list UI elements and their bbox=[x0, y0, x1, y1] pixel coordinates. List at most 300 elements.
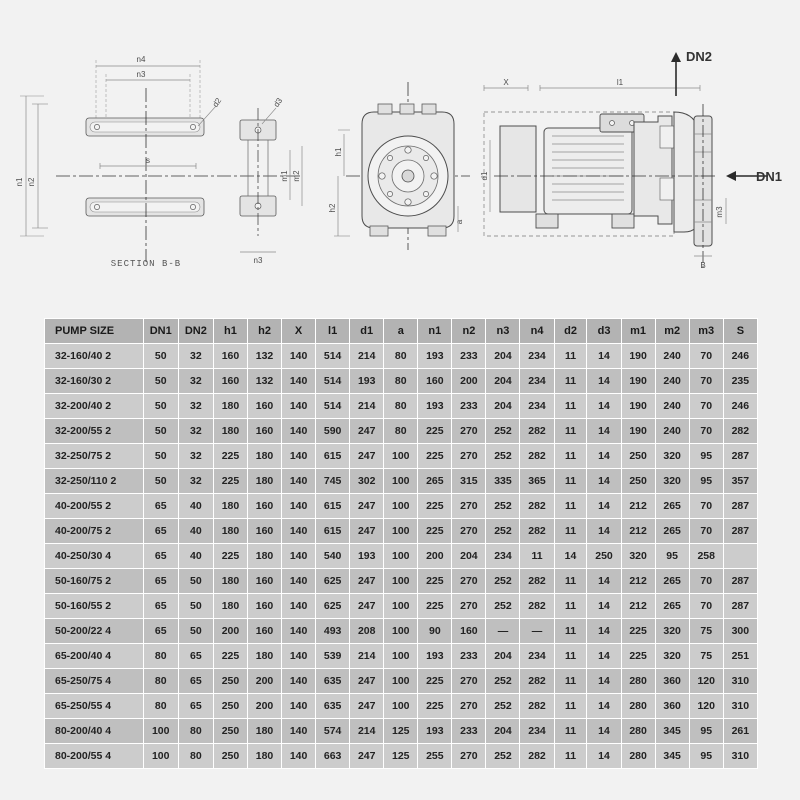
table-cell: 160 bbox=[452, 619, 486, 644]
table-cell: 233 bbox=[452, 394, 486, 419]
table-column-header: PUMP SIZE bbox=[45, 319, 144, 344]
table-cell: 14 bbox=[587, 369, 621, 394]
table-cell: 65 bbox=[178, 694, 213, 719]
table-cell: 11 bbox=[554, 594, 587, 619]
table-cell: 225 bbox=[418, 569, 452, 594]
table-row bbox=[45, 544, 758, 569]
table-cell: 75 bbox=[689, 619, 723, 644]
pump-size-cell: 32-250/110 2 bbox=[45, 469, 144, 494]
table-cell: 14 bbox=[587, 694, 621, 719]
table-cell: 50 bbox=[143, 469, 178, 494]
pump-size-cell: 32-250/75 2 bbox=[45, 444, 144, 469]
table-cell: 70 bbox=[689, 594, 723, 619]
table-cell: 287 bbox=[723, 519, 757, 544]
table-cell: 80 bbox=[178, 744, 213, 769]
table-cell: 11 bbox=[554, 619, 587, 644]
table-cell: 214 bbox=[350, 719, 384, 744]
table-cell: 50 bbox=[143, 344, 178, 369]
table-cell: 80 bbox=[384, 394, 418, 419]
table-cell: 233 bbox=[452, 719, 486, 744]
table-cell: 240 bbox=[655, 419, 689, 444]
table-cell: 282 bbox=[520, 569, 554, 594]
table-cell: 539 bbox=[316, 644, 350, 669]
table-cell: 247 bbox=[350, 444, 384, 469]
table-cell: 193 bbox=[418, 719, 452, 744]
table-cell: 258 bbox=[689, 544, 723, 569]
table-cell: 100 bbox=[384, 569, 418, 594]
table-cell: 225 bbox=[213, 469, 247, 494]
table-cell: 250 bbox=[213, 744, 247, 769]
table-cell: 140 bbox=[282, 544, 316, 569]
table-cell: 140 bbox=[282, 619, 316, 644]
table-cell: 190 bbox=[621, 344, 655, 369]
table-cell: 80 bbox=[178, 719, 213, 744]
table-cell: 233 bbox=[452, 344, 486, 369]
table-cell: 50 bbox=[178, 594, 213, 619]
table-cell: 32 bbox=[178, 469, 213, 494]
table-cell: 180 bbox=[247, 744, 281, 769]
table-cell: 287 bbox=[723, 494, 757, 519]
table-cell: 65 bbox=[143, 494, 178, 519]
table-cell: 70 bbox=[689, 494, 723, 519]
table-cell: 180 bbox=[247, 469, 281, 494]
table-column-header: l1 bbox=[316, 319, 350, 344]
table-column-header: DN1 bbox=[143, 319, 178, 344]
table-cell: 100 bbox=[384, 444, 418, 469]
table-row bbox=[45, 694, 758, 719]
table-cell: 14 bbox=[587, 569, 621, 594]
table-cell: 252 bbox=[486, 669, 520, 694]
table-cell: 100 bbox=[143, 744, 178, 769]
table-cell: 132 bbox=[247, 369, 281, 394]
table-cell: 140 bbox=[282, 369, 316, 394]
table-cell: 250 bbox=[621, 469, 655, 494]
table-cell: — bbox=[486, 619, 520, 644]
table-cell: 247 bbox=[350, 569, 384, 594]
table-cell: 255 bbox=[418, 744, 452, 769]
table-cell: 125 bbox=[384, 719, 418, 744]
table-cell: 320 bbox=[655, 619, 689, 644]
table-cell: 514 bbox=[316, 344, 350, 369]
dim-label-d1: d1 bbox=[480, 171, 489, 181]
table-cell: 234 bbox=[486, 544, 520, 569]
table-cell: 247 bbox=[350, 694, 384, 719]
dim-label-n4: n4 bbox=[136, 55, 146, 64]
table-column-header: d1 bbox=[350, 319, 384, 344]
table-cell: 252 bbox=[486, 444, 520, 469]
table-cell: 287 bbox=[723, 444, 757, 469]
table-cell: 65 bbox=[143, 569, 178, 594]
pump-size-cell: 65-200/40 4 bbox=[45, 644, 144, 669]
table-row bbox=[45, 469, 758, 494]
table-cell: 625 bbox=[316, 569, 350, 594]
table-cell: 270 bbox=[452, 669, 486, 694]
table-cell: 200 bbox=[213, 619, 247, 644]
table-cell: 65 bbox=[143, 594, 178, 619]
table-cell: 246 bbox=[723, 394, 757, 419]
table-cell: 225 bbox=[418, 494, 452, 519]
dim-label-d3: d3 bbox=[271, 96, 285, 109]
dim-label-n2: n2 bbox=[27, 177, 36, 187]
table-cell: 140 bbox=[282, 494, 316, 519]
table-cell: 234 bbox=[520, 369, 554, 394]
table-cell: 125 bbox=[384, 744, 418, 769]
table-cell: 204 bbox=[486, 369, 520, 394]
table-cell: 250 bbox=[621, 444, 655, 469]
table-cell: 261 bbox=[723, 719, 757, 744]
table-cell: 270 bbox=[452, 519, 486, 544]
table-cell: 100 bbox=[384, 669, 418, 694]
table-cell: 11 bbox=[520, 544, 554, 569]
table-cell: 234 bbox=[520, 644, 554, 669]
table-cell bbox=[723, 544, 757, 569]
table-cell: 65 bbox=[143, 544, 178, 569]
table-cell: 14 bbox=[587, 444, 621, 469]
section-caption: SECTION B-B bbox=[110, 259, 182, 269]
pump-size-cell: 80-200/40 4 bbox=[45, 719, 144, 744]
table-cell: 11 bbox=[554, 344, 587, 369]
table-cell: 615 bbox=[316, 494, 350, 519]
table-column-header: d3 bbox=[587, 319, 621, 344]
table-cell: 193 bbox=[418, 394, 452, 419]
table-cell: 280 bbox=[621, 719, 655, 744]
table-cell: 320 bbox=[621, 544, 655, 569]
pump-size-cell: 50-200/22 4 bbox=[45, 619, 144, 644]
dim-label-m3: m3 bbox=[715, 206, 724, 218]
table-cell: 160 bbox=[247, 619, 281, 644]
table-column-header: n1 bbox=[418, 319, 452, 344]
table-column-header: DN2 bbox=[178, 319, 213, 344]
pump-size-cell: 32-160/30 2 bbox=[45, 369, 144, 394]
pump-size-cell: 40-200/55 2 bbox=[45, 494, 144, 519]
table-cell: 14 bbox=[587, 619, 621, 644]
table-cell: 193 bbox=[418, 344, 452, 369]
table-cell: 11 bbox=[554, 394, 587, 419]
table-cell: 11 bbox=[554, 419, 587, 444]
table-cell: 247 bbox=[350, 519, 384, 544]
table-cell: 282 bbox=[520, 419, 554, 444]
table-cell: 345 bbox=[655, 744, 689, 769]
table-cell: 193 bbox=[350, 544, 384, 569]
table-row bbox=[45, 619, 758, 644]
table-cell: 95 bbox=[689, 469, 723, 494]
table-cell: 240 bbox=[655, 394, 689, 419]
table-cell: 160 bbox=[418, 369, 452, 394]
table-cell: 95 bbox=[689, 719, 723, 744]
dim-label-m1: m1 bbox=[280, 170, 289, 182]
table-cell: 14 bbox=[587, 469, 621, 494]
technical-drawing bbox=[0, 0, 800, 300]
dim-label-h1: h1 bbox=[334, 147, 343, 157]
table-cell: 282 bbox=[723, 419, 757, 444]
table-cell: 225 bbox=[213, 544, 247, 569]
table-cell: 14 bbox=[587, 744, 621, 769]
table-cell: 214 bbox=[350, 394, 384, 419]
table-cell: 240 bbox=[655, 344, 689, 369]
table-cell: 32 bbox=[178, 419, 213, 444]
table-cell: 50 bbox=[178, 569, 213, 594]
table-cell: 180 bbox=[247, 444, 281, 469]
table-cell: 270 bbox=[452, 594, 486, 619]
table-cell: 32 bbox=[178, 369, 213, 394]
table-cell: 11 bbox=[554, 644, 587, 669]
table-cell: 90 bbox=[418, 619, 452, 644]
table-column-header: m2 bbox=[655, 319, 689, 344]
table-cell: 225 bbox=[213, 444, 247, 469]
table-cell: 200 bbox=[452, 369, 486, 394]
table-cell: 225 bbox=[418, 444, 452, 469]
table-cell: 214 bbox=[350, 644, 384, 669]
table-column-header: m3 bbox=[689, 319, 723, 344]
table-column-header: n4 bbox=[520, 319, 554, 344]
table-cell: 270 bbox=[452, 694, 486, 719]
table-cell: 14 bbox=[587, 669, 621, 694]
specifications-table-container bbox=[44, 318, 758, 769]
table-cell: 360 bbox=[655, 669, 689, 694]
table-cell: 252 bbox=[486, 694, 520, 719]
table-cell: 625 bbox=[316, 594, 350, 619]
table-cell: 100 bbox=[384, 594, 418, 619]
table-cell: 193 bbox=[418, 644, 452, 669]
table-cell: 180 bbox=[247, 719, 281, 744]
dn2-label: DN2 bbox=[686, 49, 713, 64]
table-cell: 282 bbox=[520, 444, 554, 469]
table-cell: 282 bbox=[520, 694, 554, 719]
table-cell: 11 bbox=[554, 744, 587, 769]
table-cell: 80 bbox=[143, 669, 178, 694]
table-cell: 180 bbox=[213, 419, 247, 444]
table-cell: 270 bbox=[452, 569, 486, 594]
table-cell: 70 bbox=[689, 419, 723, 444]
table-cell: 265 bbox=[418, 469, 452, 494]
table-cell: 100 bbox=[384, 519, 418, 544]
table-cell: 204 bbox=[486, 719, 520, 744]
table-cell: 193 bbox=[350, 369, 384, 394]
table-cell: 265 bbox=[655, 569, 689, 594]
dim-label-l1: l1 bbox=[616, 78, 624, 87]
table-cell: 745 bbox=[316, 469, 350, 494]
dn1-label: DN1 bbox=[756, 169, 783, 184]
table-cell: 14 bbox=[587, 519, 621, 544]
table-column-header: h2 bbox=[247, 319, 281, 344]
table-cell: 282 bbox=[520, 669, 554, 694]
table-row bbox=[45, 419, 758, 444]
table-cell: — bbox=[520, 619, 554, 644]
table-cell: 252 bbox=[486, 594, 520, 619]
table-cell: 140 bbox=[282, 394, 316, 419]
table-cell: 70 bbox=[689, 394, 723, 419]
table-cell: 200 bbox=[418, 544, 452, 569]
table-cell: 180 bbox=[213, 594, 247, 619]
table-cell: 14 bbox=[587, 644, 621, 669]
table-cell: 280 bbox=[621, 744, 655, 769]
table-cell: 50 bbox=[143, 394, 178, 419]
table-cell: 615 bbox=[316, 444, 350, 469]
table-cell: 204 bbox=[486, 394, 520, 419]
table-cell: 320 bbox=[655, 469, 689, 494]
table-cell: 160 bbox=[247, 519, 281, 544]
table-cell: 310 bbox=[723, 744, 757, 769]
table-cell: 615 bbox=[316, 519, 350, 544]
table-cell: 233 bbox=[452, 644, 486, 669]
table-cell: 310 bbox=[723, 694, 757, 719]
table-cell: 247 bbox=[350, 669, 384, 694]
table-row bbox=[45, 394, 758, 419]
table-cell: 65 bbox=[143, 519, 178, 544]
table-cell: 160 bbox=[213, 369, 247, 394]
table-cell: 140 bbox=[282, 694, 316, 719]
table-cell: 11 bbox=[554, 519, 587, 544]
table-cell: 140 bbox=[282, 344, 316, 369]
pump-size-cell: 32-160/40 2 bbox=[45, 344, 144, 369]
table-cell: 252 bbox=[486, 744, 520, 769]
table-row bbox=[45, 344, 758, 369]
table-cell: 287 bbox=[723, 569, 757, 594]
table-cell: 14 bbox=[587, 344, 621, 369]
table-cell: 95 bbox=[689, 744, 723, 769]
table-cell: 225 bbox=[418, 669, 452, 694]
table-cell: 270 bbox=[452, 419, 486, 444]
table-body bbox=[45, 344, 758, 769]
table-cell: 80 bbox=[384, 344, 418, 369]
table-cell: 100 bbox=[384, 619, 418, 644]
table-cell: 70 bbox=[689, 569, 723, 594]
table-cell: 212 bbox=[621, 594, 655, 619]
dim-label-n3b: n3 bbox=[253, 256, 263, 265]
table-cell: 300 bbox=[723, 619, 757, 644]
pump-size-cell: 65-250/75 4 bbox=[45, 669, 144, 694]
table-cell: 287 bbox=[723, 594, 757, 619]
table-cell: 246 bbox=[723, 344, 757, 369]
table-cell: 225 bbox=[418, 694, 452, 719]
table-cell: 357 bbox=[723, 469, 757, 494]
table-cell: 100 bbox=[384, 644, 418, 669]
table-cell: 265 bbox=[655, 519, 689, 544]
table-cell: 32 bbox=[178, 444, 213, 469]
table-cell: 493 bbox=[316, 619, 350, 644]
table-cell: 14 bbox=[587, 394, 621, 419]
table-cell: 100 bbox=[384, 544, 418, 569]
table-cell: 514 bbox=[316, 394, 350, 419]
table-cell: 240 bbox=[655, 369, 689, 394]
table-header bbox=[45, 319, 758, 344]
table-cell: 204 bbox=[452, 544, 486, 569]
table-cell: 200 bbox=[247, 669, 281, 694]
table-cell: 225 bbox=[213, 644, 247, 669]
table-cell: 282 bbox=[520, 494, 554, 519]
table-cell: 270 bbox=[452, 494, 486, 519]
table-cell: 11 bbox=[554, 669, 587, 694]
table-cell: 132 bbox=[247, 344, 281, 369]
table-cell: 252 bbox=[486, 419, 520, 444]
table-cell: 95 bbox=[689, 444, 723, 469]
table-column-header: n2 bbox=[452, 319, 486, 344]
table-cell: 252 bbox=[486, 494, 520, 519]
pump-size-cell: 32-200/55 2 bbox=[45, 419, 144, 444]
table-cell: 32 bbox=[178, 344, 213, 369]
table-cell: 14 bbox=[587, 594, 621, 619]
table-cell: 32 bbox=[178, 394, 213, 419]
table-cell: 120 bbox=[689, 669, 723, 694]
table-cell: 190 bbox=[621, 394, 655, 419]
dim-label-n1: n1 bbox=[15, 177, 24, 187]
table-cell: 265 bbox=[655, 594, 689, 619]
table-row bbox=[45, 569, 758, 594]
table-cell: 160 bbox=[247, 419, 281, 444]
table-cell: 635 bbox=[316, 669, 350, 694]
table-cell: 180 bbox=[213, 519, 247, 544]
table-cell: 214 bbox=[350, 344, 384, 369]
table-cell: 40 bbox=[178, 494, 213, 519]
table-cell: 315 bbox=[452, 469, 486, 494]
table-cell: 204 bbox=[486, 344, 520, 369]
table-cell: 590 bbox=[316, 419, 350, 444]
table-cell: 252 bbox=[486, 569, 520, 594]
table-column-header: a bbox=[384, 319, 418, 344]
table-cell: 247 bbox=[350, 494, 384, 519]
table-cell: 190 bbox=[621, 419, 655, 444]
dim-label-d2: d2 bbox=[210, 96, 224, 109]
table-cell: 635 bbox=[316, 694, 350, 719]
table-cell: 40 bbox=[178, 544, 213, 569]
table-cell: 140 bbox=[282, 644, 316, 669]
table-column-header: h1 bbox=[213, 319, 247, 344]
table-cell: 140 bbox=[282, 744, 316, 769]
table-cell: 225 bbox=[621, 619, 655, 644]
table-cell: 514 bbox=[316, 369, 350, 394]
table-cell: 11 bbox=[554, 444, 587, 469]
table-cell: 234 bbox=[520, 719, 554, 744]
table-row bbox=[45, 644, 758, 669]
table-cell: 100 bbox=[384, 469, 418, 494]
table-cell: 140 bbox=[282, 444, 316, 469]
table-cell: 282 bbox=[520, 744, 554, 769]
table-cell: 250 bbox=[213, 694, 247, 719]
table-cell: 11 bbox=[554, 494, 587, 519]
table-cell: 247 bbox=[350, 594, 384, 619]
table-cell: 320 bbox=[655, 644, 689, 669]
table-cell: 234 bbox=[520, 394, 554, 419]
table-cell: 40 bbox=[178, 519, 213, 544]
table-cell: 80 bbox=[384, 419, 418, 444]
table-cell: 320 bbox=[655, 444, 689, 469]
table-cell: 250 bbox=[213, 719, 247, 744]
table-cell: 140 bbox=[282, 669, 316, 694]
table-cell: 247 bbox=[350, 744, 384, 769]
table-column-header: X bbox=[282, 319, 316, 344]
table-cell: 250 bbox=[587, 544, 621, 569]
table-cell: 335 bbox=[486, 469, 520, 494]
table-cell: 80 bbox=[143, 644, 178, 669]
table-cell: 140 bbox=[282, 719, 316, 744]
table-cell: 140 bbox=[282, 469, 316, 494]
table-cell: 140 bbox=[282, 419, 316, 444]
table-cell: 663 bbox=[316, 744, 350, 769]
table-cell: 208 bbox=[350, 619, 384, 644]
table-cell: 212 bbox=[621, 494, 655, 519]
table-cell: 11 bbox=[554, 569, 587, 594]
table-cell: 70 bbox=[689, 344, 723, 369]
table-cell: 225 bbox=[621, 644, 655, 669]
table-cell: 180 bbox=[213, 494, 247, 519]
table-cell: 204 bbox=[486, 644, 520, 669]
table-cell: 75 bbox=[689, 644, 723, 669]
table-cell: 180 bbox=[247, 644, 281, 669]
table-cell: 270 bbox=[452, 444, 486, 469]
table-cell: 14 bbox=[554, 544, 587, 569]
table-cell: 11 bbox=[554, 369, 587, 394]
table-cell: 95 bbox=[655, 544, 689, 569]
